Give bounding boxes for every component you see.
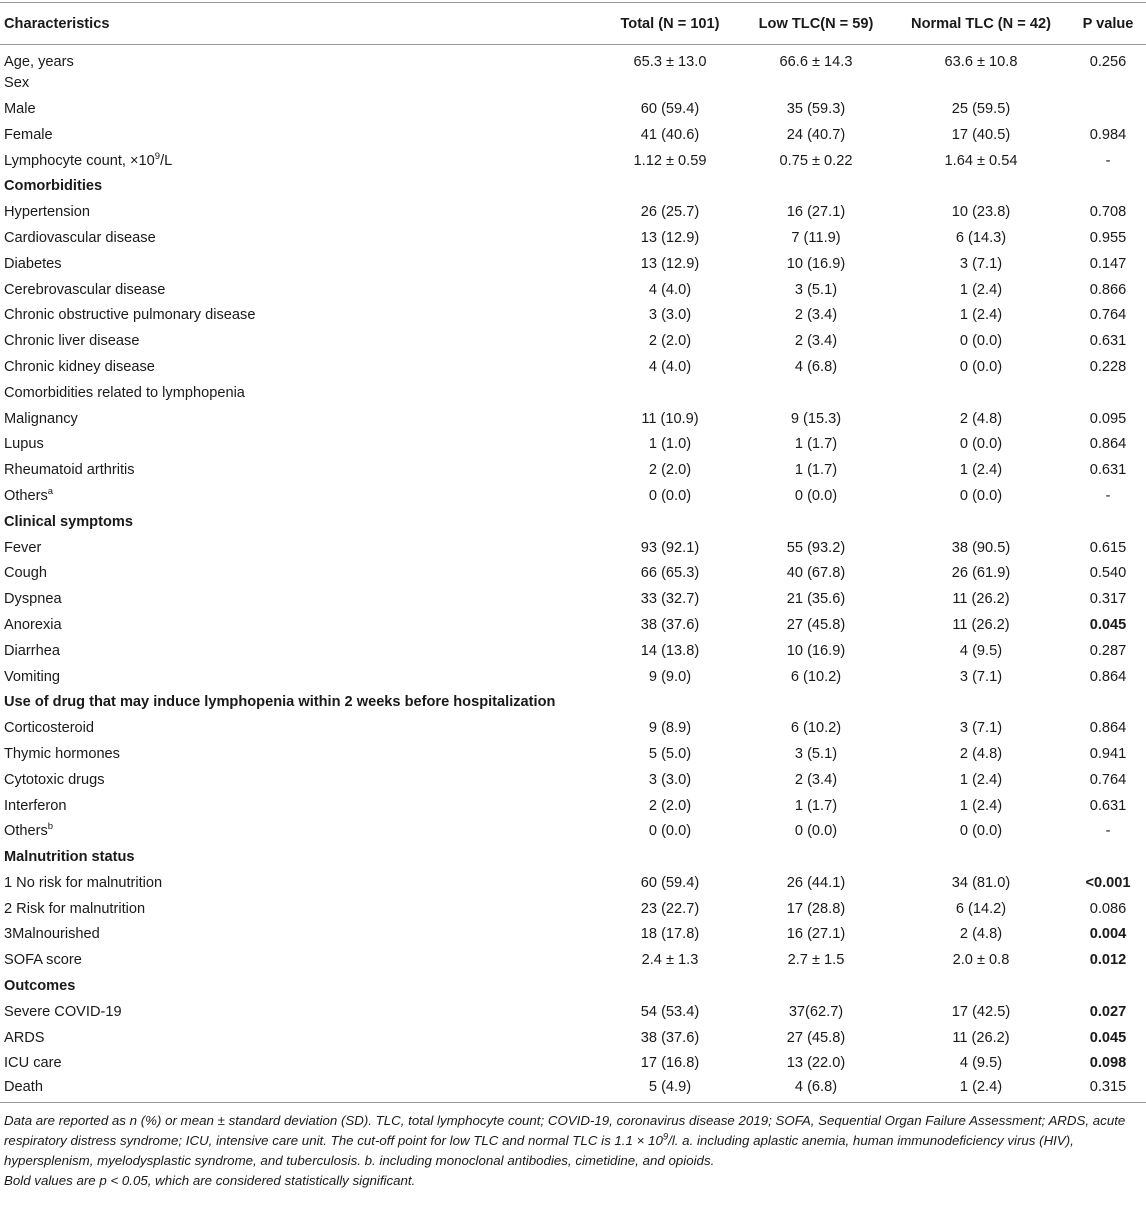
row-label: Diabetes [4, 255, 62, 272]
table-row [0, 251, 1146, 277]
cell-total: 60 (59.4) [640, 874, 700, 891]
table-row [0, 457, 1146, 483]
cell-total: 38 (37.6) [640, 616, 700, 633]
cell-normal-tlc [892, 173, 1070, 199]
row-label: Others$^a$ [4, 486, 54, 504]
cell-normal-tlc [892, 509, 1070, 535]
cell-total: 17 (16.8) [640, 1055, 700, 1072]
cell-p-value [1070, 380, 1146, 406]
cell-total: 2.4 ± 1.3 [641, 952, 699, 969]
cell-p-value [1070, 96, 1146, 122]
section-row [0, 509, 1146, 535]
cell-normal-tlc [892, 973, 1070, 999]
cell-total: 14 (13.8) [640, 642, 700, 659]
cell-p-value: 0.631 [1089, 797, 1127, 814]
cell-low-tlc: 16 (27.1) [786, 204, 846, 221]
row-label: Interferon [4, 797, 67, 814]
row-label: Lymphocyte count, $\times 10^9/L$ [4, 150, 173, 169]
table-row [0, 225, 1146, 251]
cell-normal-tlc: 4 (9.5) [959, 642, 1003, 659]
cell-low-tlc: 1 (1.7) [794, 436, 838, 453]
cell-normal-tlc: 1 (2.4) [959, 462, 1003, 479]
table-row [0, 741, 1146, 767]
cell-normal-tlc: 26 (61.9) [951, 565, 1011, 582]
cell-p-value [1070, 509, 1146, 535]
table-row [0, 999, 1146, 1025]
section-row [0, 973, 1146, 999]
cell-p-value: 0.315 [1070, 1076, 1146, 1102]
table-body [0, 45, 1146, 1103]
row-label: Others$^b$ [4, 821, 54, 840]
cell-total: 5 (5.0) [648, 745, 692, 762]
cell-low-tlc: 6 (10.2) [790, 720, 842, 737]
cell-total [600, 689, 740, 715]
row-label: Lupus [4, 436, 44, 453]
row-label: Death [0, 1076, 600, 1102]
cell-normal-tlc: 6 (14.3) [955, 229, 1007, 246]
cell-total: 18 (17.8) [640, 926, 700, 943]
cell-low-tlc [740, 973, 892, 999]
cell-total: 3 (3.0) [648, 307, 692, 324]
table-row [0, 431, 1146, 457]
cell-normal-tlc: 11 (26.2) [952, 591, 1010, 608]
cell-low-tlc [740, 689, 892, 715]
cell-total: 2 (2.0) [648, 333, 692, 350]
row-label: Cytotoxic drugs [4, 771, 105, 788]
cell-total: 9 (9.0) [648, 668, 692, 685]
cell-low-tlc: 0.75 ± 0.22 [779, 152, 853, 169]
section-row [0, 844, 1146, 870]
cell-p-value: - [1105, 152, 1111, 169]
table-row [0, 199, 1146, 225]
cell-total: 33 (32.7) [640, 591, 700, 608]
cell-low-tlc: 0 (0.0) [794, 823, 838, 840]
cell-p-value: 0.864 [1089, 436, 1127, 453]
cell-total: 4 (4.0) [648, 281, 692, 298]
cell-p-value: 0.027 [1089, 1003, 1127, 1020]
cell-p-value: 0.004 [1089, 926, 1127, 943]
cell-low-tlc: 24 (40.7) [786, 126, 846, 143]
cell-p-value: 0.984 [1089, 126, 1127, 143]
footnote-sup: 9 [662, 1131, 669, 1143]
row-label: Anorexia [4, 616, 62, 633]
cell-low-tlc: 3 (5.1) [794, 281, 838, 298]
cell-total: 5 (4.9) [600, 1076, 740, 1102]
cell-low-tlc [740, 509, 892, 535]
row-label: Diarrhea [4, 642, 60, 659]
cell-total: 2 (2.0) [648, 462, 692, 479]
row-label: Outcomes [4, 978, 76, 995]
cell-low-tlc: 17 (28.8) [786, 900, 846, 917]
cell-normal-tlc: 3 (7.1) [959, 668, 1003, 685]
cell-normal-tlc: 2 (4.8) [959, 926, 1003, 943]
cell-p-value: 0.866 [1089, 281, 1127, 298]
row-label: Fever [4, 539, 42, 556]
table-row [0, 70, 1146, 96]
cell-normal-tlc: 25 (59.5) [951, 100, 1011, 117]
cell-total [600, 70, 740, 96]
cell-p-value [1070, 689, 1146, 715]
cell-p-value: 0.941 [1089, 745, 1127, 762]
table-row [0, 328, 1146, 354]
row-label: Comorbidities [4, 178, 103, 195]
header-low-tlc: Low TLC(N = 59) [740, 3, 892, 45]
table-row [0, 302, 1146, 328]
row-label: Chronic obstructive pulmonary disease [4, 307, 256, 324]
table-row [0, 483, 1146, 509]
cell-normal-tlc: 2.0 ± 0.8 [952, 952, 1010, 969]
cell-low-tlc [740, 380, 892, 406]
row-label: Cough [4, 565, 48, 582]
table-row [0, 664, 1146, 690]
cell-normal-tlc: 1.64 ± 0.54 [944, 152, 1018, 169]
table-row [0, 612, 1146, 638]
cell-normal-tlc: 1 (2.4) [892, 1076, 1070, 1102]
row-label: Severe COVID-19 [4, 1003, 122, 1020]
table-row [0, 1051, 1146, 1077]
footnote-abbreviations [4, 1111, 1142, 1171]
cell-low-tlc: 2.7 ± 1.5 [787, 952, 845, 969]
cell-low-tlc: 26 (44.1) [786, 874, 846, 891]
cell-low-tlc: 66.6 ± 14.3 [779, 54, 853, 71]
header-total: Total (N = 101) [600, 3, 740, 45]
table-header [0, 3, 1146, 45]
cell-p-value: 0.764 [1089, 307, 1127, 324]
cell-low-tlc: 1 (1.7) [794, 462, 838, 479]
table-row [0, 406, 1146, 432]
cell-low-tlc: 37(62.7) [788, 1003, 844, 1020]
table-row [0, 870, 1146, 896]
row-label: Vomiting [4, 668, 60, 685]
cell-low-tlc: 0 (0.0) [794, 487, 838, 504]
row-label: Corticosteroid [4, 720, 95, 737]
cell-normal-tlc: 6 (14.2) [955, 900, 1007, 917]
cell-low-tlc: 10 (16.9) [786, 255, 846, 272]
cell-total [600, 173, 740, 199]
cell-normal-tlc: 0 (0.0) [959, 823, 1003, 840]
table-row [0, 586, 1146, 612]
cell-low-tlc [740, 844, 892, 870]
table-row [0, 122, 1146, 148]
cell-p-value: - [1105, 823, 1111, 840]
cell-p-value: 0.098 [1089, 1055, 1127, 1072]
cell-normal-tlc: 1 (2.4) [959, 281, 1003, 298]
cell-low-tlc: 10 (16.9) [786, 642, 846, 659]
cell-total: 13 (12.9) [640, 229, 700, 246]
row-label: Malignancy [4, 410, 78, 427]
cell-total: 1 (1.0) [648, 436, 692, 453]
row-label: 2 Risk for malnutrition [4, 900, 146, 917]
cell-total: 13 (12.9) [640, 255, 700, 272]
table-footnote [0, 1103, 1146, 1191]
cell-total: 41 (40.6) [640, 126, 700, 143]
cell-total: 11 (10.9) [641, 410, 699, 427]
cell-low-tlc: 4 (6.8) [794, 358, 838, 375]
cell-p-value: 0.095 [1089, 410, 1127, 427]
table-row [0, 793, 1146, 819]
section-row [0, 173, 1146, 199]
cell-total: 3 (3.0) [648, 771, 692, 788]
cell-total: 38 (37.6) [640, 1029, 700, 1046]
table-row [0, 638, 1146, 664]
cell-normal-tlc: 63.6 ± 10.8 [944, 54, 1018, 71]
cell-p-value: 0.864 [1089, 720, 1127, 737]
cell-normal-tlc: 2 (4.8) [959, 410, 1003, 427]
cell-low-tlc: 35 (59.3) [786, 100, 846, 117]
cell-p-value: 0.086 [1089, 900, 1127, 917]
footnote-text-1: Data are reported as n (%) or mean ± standard deviation (SD). TLC, total lymphocyte count; COVID-19, coronavirus disease 2019; SOFA, Sequential Organ Failure Assessment; ARDS, acute respiratory distress syndrome; ICU, intensive care unit. The cut-off point for low TLC and normal TLC is 1.1 × 10 [4, 1112, 1126, 1148]
cell-p-value: 0.864 [1089, 668, 1127, 685]
table-row [0, 277, 1146, 303]
cell-p-value: 0.256 [1089, 54, 1127, 71]
row-label: SOFA score [4, 952, 82, 969]
cell-total: 2 (2.0) [648, 797, 692, 814]
table-row [0, 1025, 1146, 1051]
cell-low-tlc: 2 (3.4) [794, 307, 838, 324]
row-label: ARDS [4, 1029, 45, 1046]
cell-p-value [1070, 973, 1146, 999]
characteristics-table [0, 2, 1146, 1103]
row-label: Thymic hormones [4, 745, 120, 762]
cell-total [600, 509, 740, 535]
cell-low-tlc: 27 (45.8) [786, 1029, 846, 1046]
table-row [0, 380, 1146, 406]
row-label: Chronic kidney disease [4, 358, 155, 375]
cell-low-tlc: 2 (3.4) [794, 333, 838, 350]
table-row [0, 148, 1146, 174]
cell-total: 1.12 ± 0.59 [633, 152, 707, 169]
row-label: Rheumatoid arthritis [4, 462, 135, 479]
cell-low-tlc: 16 (27.1) [786, 926, 846, 943]
cell-total: 54 (53.4) [640, 1003, 700, 1020]
row-label: Cerebrovascular disease [4, 281, 166, 298]
row-label: Comorbidities related to lymphopenia [4, 384, 245, 401]
cell-normal-tlc: 1 (2.4) [959, 307, 1003, 324]
cell-normal-tlc [892, 70, 1070, 96]
row-label: Age, years [4, 54, 74, 71]
cell-total: 26 (25.7) [640, 204, 700, 221]
row-label: ICU care [4, 1055, 62, 1072]
header-p-value: P value [1070, 3, 1146, 45]
cell-low-tlc [740, 70, 892, 96]
cell-total: 23 (22.7) [640, 900, 700, 917]
cell-total: 60 (59.4) [640, 100, 700, 117]
cell-p-value: 0.012 [1089, 952, 1127, 969]
cell-low-tlc: 4 (6.8) [740, 1076, 892, 1102]
cell-normal-tlc: 0 (0.0) [959, 358, 1003, 375]
cell-total: 66 (65.3) [640, 565, 700, 582]
cell-normal-tlc [892, 844, 1070, 870]
cell-normal-tlc: 17 (42.5) [951, 1003, 1011, 1020]
cell-normal-tlc: 3 (7.1) [959, 255, 1003, 272]
cell-total: 4 (4.0) [648, 358, 692, 375]
cell-low-tlc: 13 (22.0) [786, 1055, 846, 1072]
cell-p-value: 0.955 [1089, 229, 1127, 246]
cell-low-tlc [740, 173, 892, 199]
cell-normal-tlc [892, 380, 1070, 406]
cell-p-value [1070, 173, 1146, 199]
cell-p-value: 0.317 [1089, 591, 1127, 608]
cell-total [600, 380, 740, 406]
cell-p-value: 0.147 [1089, 255, 1127, 272]
cell-total: 9 (8.9) [648, 720, 692, 737]
cell-low-tlc: 21 (35.6) [786, 591, 846, 608]
cell-normal-tlc: 1 (2.4) [959, 797, 1003, 814]
cell-total: 0 (0.0) [648, 487, 692, 504]
cell-normal-tlc: 2 (4.8) [959, 745, 1003, 762]
row-label: Male [4, 100, 36, 117]
table-row [0, 896, 1146, 922]
cell-normal-tlc: 38 (90.5) [951, 539, 1011, 556]
section-row [0, 689, 1146, 715]
cell-p-value: 0.228 [1089, 358, 1127, 375]
cell-normal-tlc: 3 (7.1) [959, 720, 1003, 737]
table-row [0, 947, 1146, 973]
cell-p-value: 0.631 [1089, 462, 1127, 479]
cell-low-tlc: 3 (5.1) [794, 745, 838, 762]
cell-p-value [1070, 844, 1146, 870]
cell-total: 93 (92.1) [640, 539, 700, 556]
row-label: Cardiovascular disease [4, 229, 156, 246]
row-label: Sex [4, 75, 30, 92]
cell-total: 0 (0.0) [648, 823, 692, 840]
cell-low-tlc: 7 (11.9) [791, 229, 841, 246]
row-label: Use of drug that may induce lymphopenia within 2 weeks before hospitalization [4, 694, 556, 711]
cell-total: 65.3 ± 13.0 [633, 54, 707, 71]
header-row [0, 3, 1146, 45]
cell-normal-tlc: 10 (23.8) [951, 204, 1011, 221]
cell-low-tlc: 6 (10.2) [790, 668, 842, 685]
header-characteristics: Characteristics [0, 3, 600, 45]
cell-normal-tlc: 17 (40.5) [951, 126, 1011, 143]
cell-low-tlc: 27 (45.8) [786, 616, 846, 633]
cell-p-value: 0.045 [1089, 616, 1127, 633]
table-row [0, 535, 1146, 561]
cell-p-value: 0.615 [1089, 539, 1127, 556]
cell-p-value: - [1105, 487, 1111, 504]
row-label: Clinical symptoms [4, 513, 133, 530]
cell-normal-tlc: 11 (26.2) [952, 616, 1010, 633]
row-label: Female [4, 126, 53, 143]
cell-normal-tlc [892, 689, 1070, 715]
cell-normal-tlc: 1 (2.4) [959, 771, 1003, 788]
cell-p-value: <0.001 [1085, 874, 1131, 891]
table-row [0, 96, 1146, 122]
cell-p-value: 0.045 [1089, 1029, 1127, 1046]
row-label: 1 No risk for malnutrition [4, 874, 163, 891]
table-row [0, 922, 1146, 948]
cell-low-tlc: 40 (67.8) [786, 565, 846, 582]
table-row [0, 715, 1146, 741]
footnote-text-2: /l. a. including aplastic anemia, human immunodeficiency virus (HIV), hypersplenism, myelodysplastic syndrome, and tuberculosis. b. including monoclonal antibodies, cimetidine, and opioids. [4, 1132, 1074, 1168]
cell-normal-tlc: 11 (26.2) [952, 1029, 1010, 1046]
cell-p-value: 0.708 [1089, 204, 1127, 221]
table-row [0, 560, 1146, 586]
header-normal-tlc: Normal TLC (N = 42) [892, 3, 1070, 45]
cell-normal-tlc: 4 (9.5) [959, 1055, 1003, 1072]
cell-low-tlc: 9 (15.3) [790, 410, 842, 427]
cell-normal-tlc: 34 (81.0) [951, 874, 1011, 891]
table-row [0, 1076, 1146, 1102]
footnote-bold-note: Bold values are p < 0.05, which are considered statistically significant. [4, 1172, 416, 1188]
cell-p-value: 0.764 [1089, 771, 1127, 788]
cell-normal-tlc: 0 (0.0) [959, 333, 1003, 350]
cell-low-tlc: 55 (93.2) [786, 539, 846, 556]
row-label: Dyspnea [4, 591, 62, 608]
cell-low-tlc: 2 (3.4) [794, 771, 838, 788]
row-label: Chronic liver disease [4, 333, 140, 350]
table-row [0, 818, 1146, 844]
table-row [0, 354, 1146, 380]
cell-normal-tlc: 0 (0.0) [959, 487, 1003, 504]
cell-p-value [1070, 70, 1146, 96]
table-row [0, 767, 1146, 793]
cell-total [600, 844, 740, 870]
cell-p-value: 0.631 [1089, 333, 1127, 350]
row-label: Hypertension [4, 204, 90, 221]
cell-normal-tlc: 0 (0.0) [959, 436, 1003, 453]
row-label: 3Malnourished [4, 926, 100, 943]
cell-low-tlc: 1 (1.7) [794, 797, 838, 814]
table-row [0, 45, 1146, 71]
row-label: Malnutrition status [4, 849, 135, 866]
cell-p-value: 0.540 [1089, 565, 1127, 582]
cell-p-value: 0.287 [1089, 642, 1127, 659]
cell-total [600, 973, 740, 999]
